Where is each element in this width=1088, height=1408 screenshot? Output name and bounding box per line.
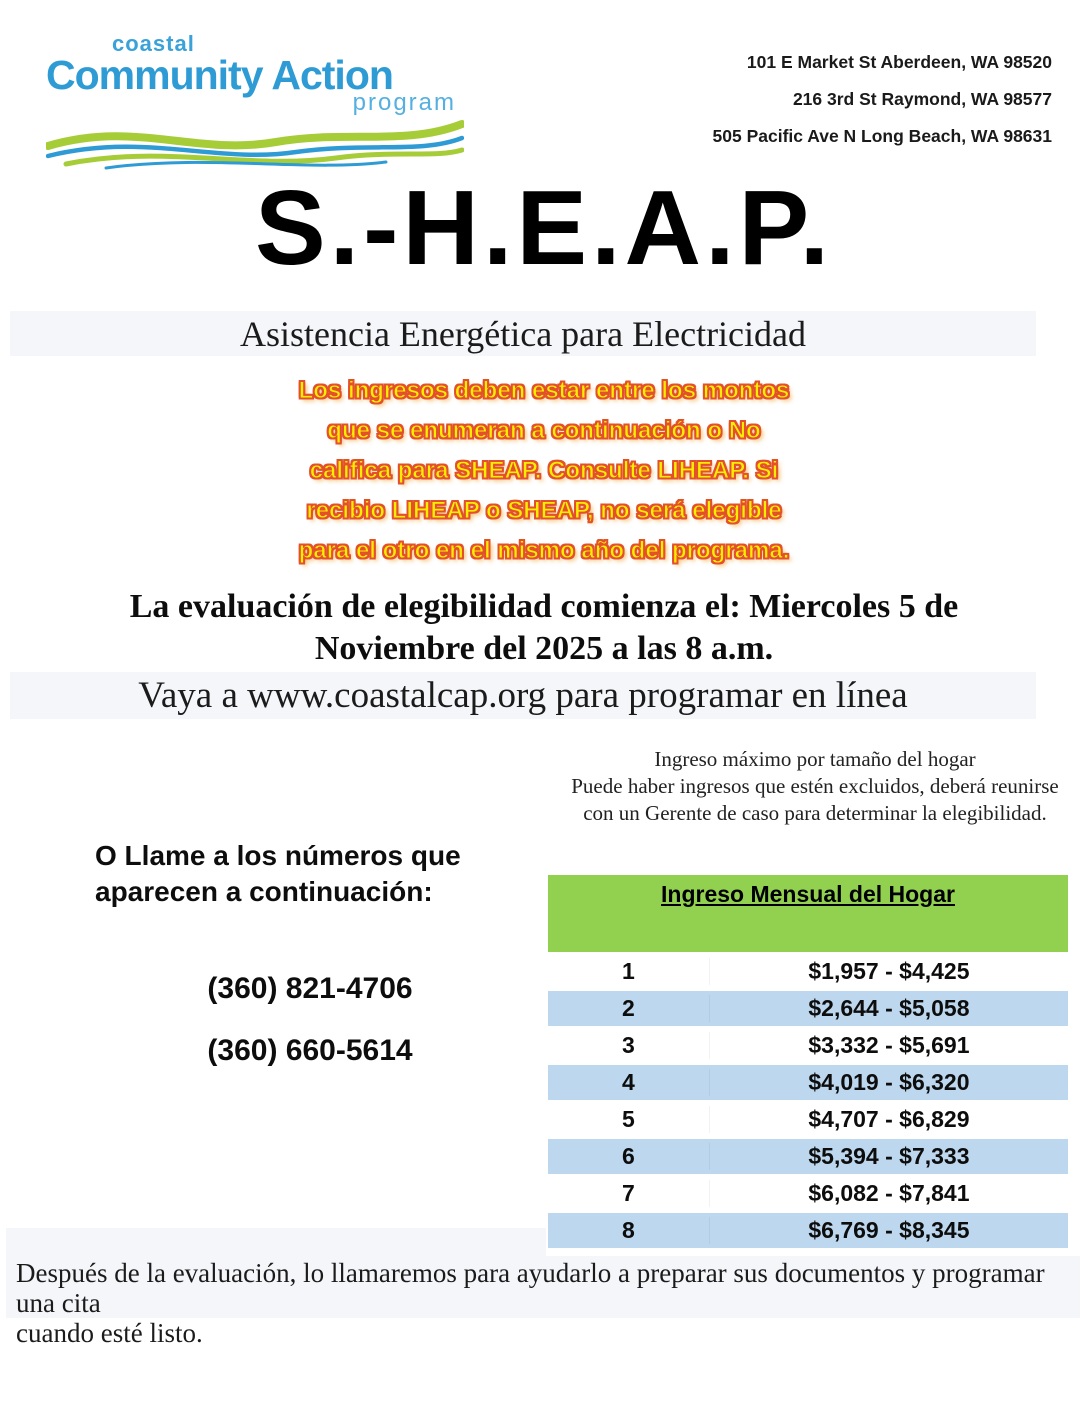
income-range-cell: $6,082 - $7,841 [808, 1180, 970, 1206]
schedule-online-banner [10, 672, 1036, 719]
table-row [548, 1211, 1068, 1248]
table-row [548, 989, 1068, 1026]
income-range-cell: $1,957 - $4,425 [808, 958, 970, 984]
income-range-cell: $3,332 - $5,691 [808, 1032, 970, 1058]
income-range-cell: $4,707 - $6,829 [808, 1106, 970, 1132]
logo-coastal-text: coastal [112, 31, 195, 56]
household-size-cell: 4 [548, 1069, 710, 1096]
table-row [548, 1100, 1068, 1137]
org-logo [46, 31, 466, 170]
schedule-online-text: Vaya a www.coastalcap.org para programar en línea [138, 675, 908, 716]
phone-number: (360) 821-4706 [207, 972, 413, 1005]
address-line: 505 Pacific Ave N Long Beach, WA 98631 [712, 126, 1052, 146]
income-range-cell: $4,019 - $6,320 [808, 1069, 970, 1095]
notice-line: para el otro en el mismo año del programa. [298, 537, 790, 564]
income-note-line: Puede haber ingresos que estén excluidos, deberá reunirse [571, 774, 1059, 798]
eligibility-notice [0, 371, 1088, 571]
address-line: 101 E Market St Aberdeen, WA 98520 [746, 52, 1052, 72]
notice-line: que se enumeran a continuación o No [327, 417, 761, 444]
table-row [548, 1026, 1068, 1063]
office-addresses [713, 44, 1052, 155]
notice-line: Los ingresos deben estar entre los montos [298, 377, 790, 404]
logo-program-text: program [352, 89, 456, 116]
program-title: S.-H.E.A.P. [254, 169, 834, 287]
income-note-line: Ingreso máximo por tamaño del hogar [654, 747, 976, 771]
logo-waves-graphic [46, 116, 464, 170]
phone-number: (360) 660-5614 [207, 1034, 413, 1067]
logo-name-text: Community Action [46, 52, 393, 98]
income-table-header-text: Ingreso Mensual del Hogar [661, 881, 955, 907]
evaluation-line-1: La evaluación de elegibilidad comienza el: Miercoles 5 de [129, 588, 959, 625]
income-table-body [548, 952, 1068, 1248]
table-row [548, 952, 1068, 989]
income-range-cell: $2,644 - $5,058 [808, 995, 970, 1021]
evaluation-start-heading [0, 586, 1088, 670]
income-note-line: con un Gerente de caso para determinar la elegibilidad. [583, 801, 1047, 825]
call-heading-line-1: O Llame a los números que [95, 840, 461, 871]
subtitle-text: Asistencia Energética para Electricidad [239, 313, 807, 354]
footer-note [6, 1256, 1080, 1348]
footer-line-1: Después de la evaluación, lo llamaremos para ayudarlo a preparar sus documentos y programar una cita [16, 1258, 1045, 1318]
phone-numbers [130, 972, 490, 1068]
household-size-cell: 2 [548, 995, 710, 1022]
call-heading-line-2: aparecen a continuación: [95, 876, 433, 907]
subtitle-banner [10, 311, 1036, 356]
call-heading [95, 838, 461, 910]
notice-line: califica para SHEAP. Consulte LIHEAP. Si [309, 457, 779, 484]
notice-line: recibio LIHEAP o SHEAP, no será elegible [306, 497, 782, 524]
evaluation-line-2: Noviembre del 2025 a las 8 a.m. [314, 630, 774, 667]
income-table-header [548, 875, 1068, 952]
household-size-cell: 7 [548, 1180, 710, 1207]
footer-band-notch [6, 1228, 546, 1256]
address-line: 216 3rd St Raymond, WA 98577 [792, 89, 1052, 109]
household-size-cell: 3 [548, 1032, 710, 1059]
income-table [548, 875, 1068, 1248]
income-maximum-note [545, 746, 1085, 827]
income-range-cell: $5,394 - $7,333 [808, 1143, 970, 1169]
table-row [548, 1174, 1068, 1211]
income-range-cell: $6,769 - $8,345 [808, 1217, 970, 1243]
table-row [548, 1137, 1068, 1174]
household-size-cell: 1 [548, 958, 710, 985]
household-size-cell: 8 [548, 1217, 710, 1244]
table-row [548, 1063, 1068, 1100]
household-size-cell: 6 [548, 1143, 710, 1170]
household-size-cell: 5 [548, 1106, 710, 1133]
footer-line-2: cuando esté listo. [16, 1318, 203, 1348]
